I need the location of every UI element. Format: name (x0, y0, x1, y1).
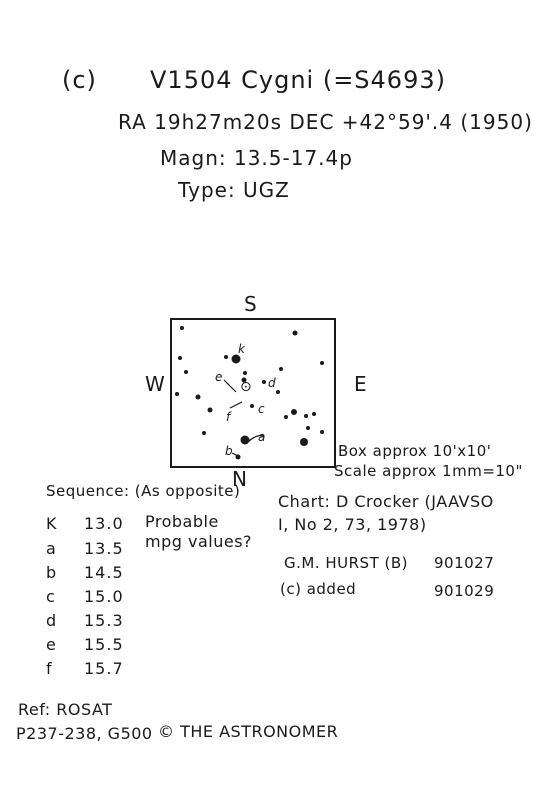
observer-date: 901027 (434, 554, 495, 572)
chart-label-lines (172, 320, 334, 466)
sequence-row: a 13.5 (46, 539, 124, 558)
probable-note: mpg values? (145, 532, 253, 551)
label-k: k (238, 342, 245, 356)
sequence-row: K 13.0 (46, 514, 124, 533)
sequence-row: e 15.5 (46, 635, 124, 654)
magnitude-range: Magn: 13.5-17.4p (160, 146, 353, 170)
variable-type: Type: UGZ (178, 178, 290, 202)
added-date: 901029 (434, 582, 495, 600)
label-d: d (268, 376, 276, 390)
label-b: b (225, 444, 233, 458)
sequence-row: c 15.0 (46, 587, 124, 606)
label-f: f (226, 410, 231, 424)
reference-line2: P237-238, G500 (16, 724, 153, 743)
sequence-row: f 15.7 (46, 659, 124, 678)
star-name: V1504 Cygni (=S4693) (150, 66, 446, 94)
finder-chart-box (170, 318, 336, 468)
box-size-note: Box approx 10'x10' (338, 442, 492, 460)
scale-note: Scale approx 1mm=10" (334, 462, 523, 480)
label-c: c (258, 402, 265, 416)
reference-line1: Ref: ROSAT (18, 700, 113, 719)
chart-source-line2: I, No 2, 73, 1978) (278, 515, 427, 534)
compass-east: E (354, 372, 368, 396)
label-e: e (215, 370, 223, 384)
designation: (c) (62, 66, 97, 94)
added-note: (c) added (280, 580, 357, 598)
coordinates: RA 19h27m20s DEC +42°59'.4 (1950) (118, 110, 533, 134)
observer: G.M. HURST (B) (284, 554, 408, 572)
compass-north: N (232, 467, 248, 491)
copyright-notice: © THE ASTRONOMER (158, 722, 339, 741)
sequence-title: Sequence: (As opposite) (46, 482, 241, 500)
label-a: a (258, 430, 266, 444)
compass-west: W (145, 372, 166, 396)
sequence-row: b 14.5 (46, 563, 124, 582)
sequence-row: d 15.3 (46, 611, 124, 630)
chart-source-line1: Chart: D Crocker (JAAVSO (278, 492, 494, 511)
variable-star-symbol: ⊙ (240, 379, 252, 395)
probable-note-line1: Probable (145, 512, 219, 531)
compass-south: S (244, 292, 258, 316)
